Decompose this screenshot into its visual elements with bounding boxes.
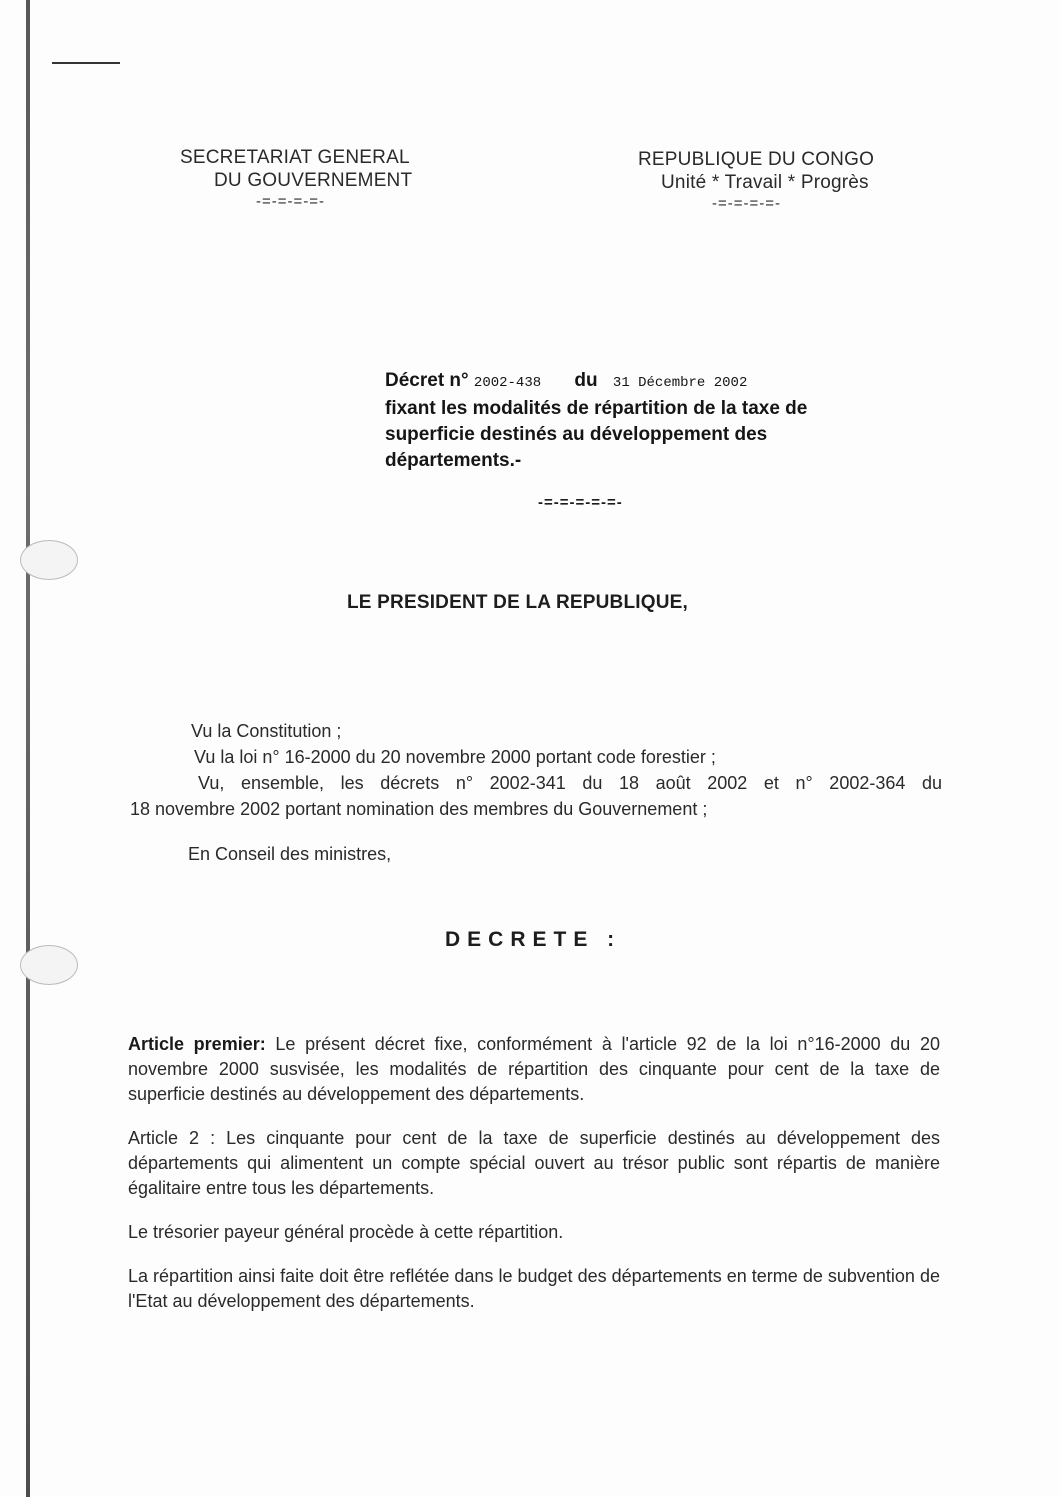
decree-date: 31 Décembre 2002 xyxy=(612,375,748,391)
decree-reference-line xyxy=(385,368,865,396)
articles-block xyxy=(128,1032,940,1333)
issuer-line-2: DU GOUVERNEMENT xyxy=(214,170,413,191)
republic-separator: -=-=-=-=- xyxy=(712,195,782,212)
issuer-separator: -=-=-=-=- xyxy=(256,193,326,210)
decree-subject: fixant les modalités de répartition de la taxe de superficie destinés au développement des départements.- xyxy=(385,398,808,471)
scan-mark xyxy=(52,62,120,64)
visa-decrees: Vu, ensemble, les décrets n° 2002-341 du 18 août 2002 et n° 2002-364 du xyxy=(198,773,942,793)
article-2-heading: Article 2 : xyxy=(128,1128,216,1148)
punch-hole-top xyxy=(20,540,78,580)
decree-title xyxy=(385,368,865,474)
article-2 xyxy=(128,1126,940,1201)
issuer-line-1: SECRETARIAT GENERAL xyxy=(180,147,410,168)
article-1-heading: Article premier: xyxy=(128,1034,266,1054)
decree-label: Décret n° xyxy=(385,370,469,391)
article-2-text: Les cinquante pour cent de la taxe de superficie destinés au développement des départements qui alimentent un compte spécial ouvert au trésor public sont répartis de manière égalitaire entre tous les départements. xyxy=(128,1128,941,1198)
council-line: En Conseil des ministres, xyxy=(188,844,392,864)
punch-hole-bottom xyxy=(20,945,78,985)
header-republic xyxy=(638,148,874,214)
republic-motto: Unité * Travail * Progrès xyxy=(661,172,869,193)
decree-number: 2002-438 xyxy=(473,375,542,391)
president-heading: LE PRESIDENT DE LA REPUBLIQUE, xyxy=(347,592,688,613)
article-1-text: Le présent décret fixe, conformément à l'article 92 de la loi n°16-2000 du 20 novembre 2000 susvisée, les modalités de répartition des cinquante pour cent de la taxe de superficie destinés au développement des départements. xyxy=(128,1034,940,1104)
visa-forest-code: Vu la loi n° 16-2000 du 20 novembre 2000 portant code forestier ; xyxy=(194,747,716,767)
scan-left-edge xyxy=(26,0,30,1497)
visas-block xyxy=(130,718,942,822)
decree-du: du xyxy=(574,370,598,391)
republic-name: REPUBLIQUE DU CONGO xyxy=(638,149,875,170)
paragraph-budget: La répartition ainsi faite doit être reflétée dans le budget des départements en terme de subvention de l'Etat au développement des départements. xyxy=(128,1266,940,1311)
visa-constitution: Vu la Constitution ; xyxy=(191,721,342,741)
header-issuer xyxy=(180,146,412,212)
title-separator: -=-=-=-=-=- xyxy=(538,494,623,511)
decrete-heading: DECRETE : xyxy=(445,928,622,951)
article-1 xyxy=(128,1032,940,1107)
paragraph-treasurer: Le trésorier payeur général procède à cette répartition. xyxy=(128,1222,564,1242)
visa-decrees-cont: 18 novembre 2002 portant nomination des membres du Gouvernement ; xyxy=(130,799,708,819)
